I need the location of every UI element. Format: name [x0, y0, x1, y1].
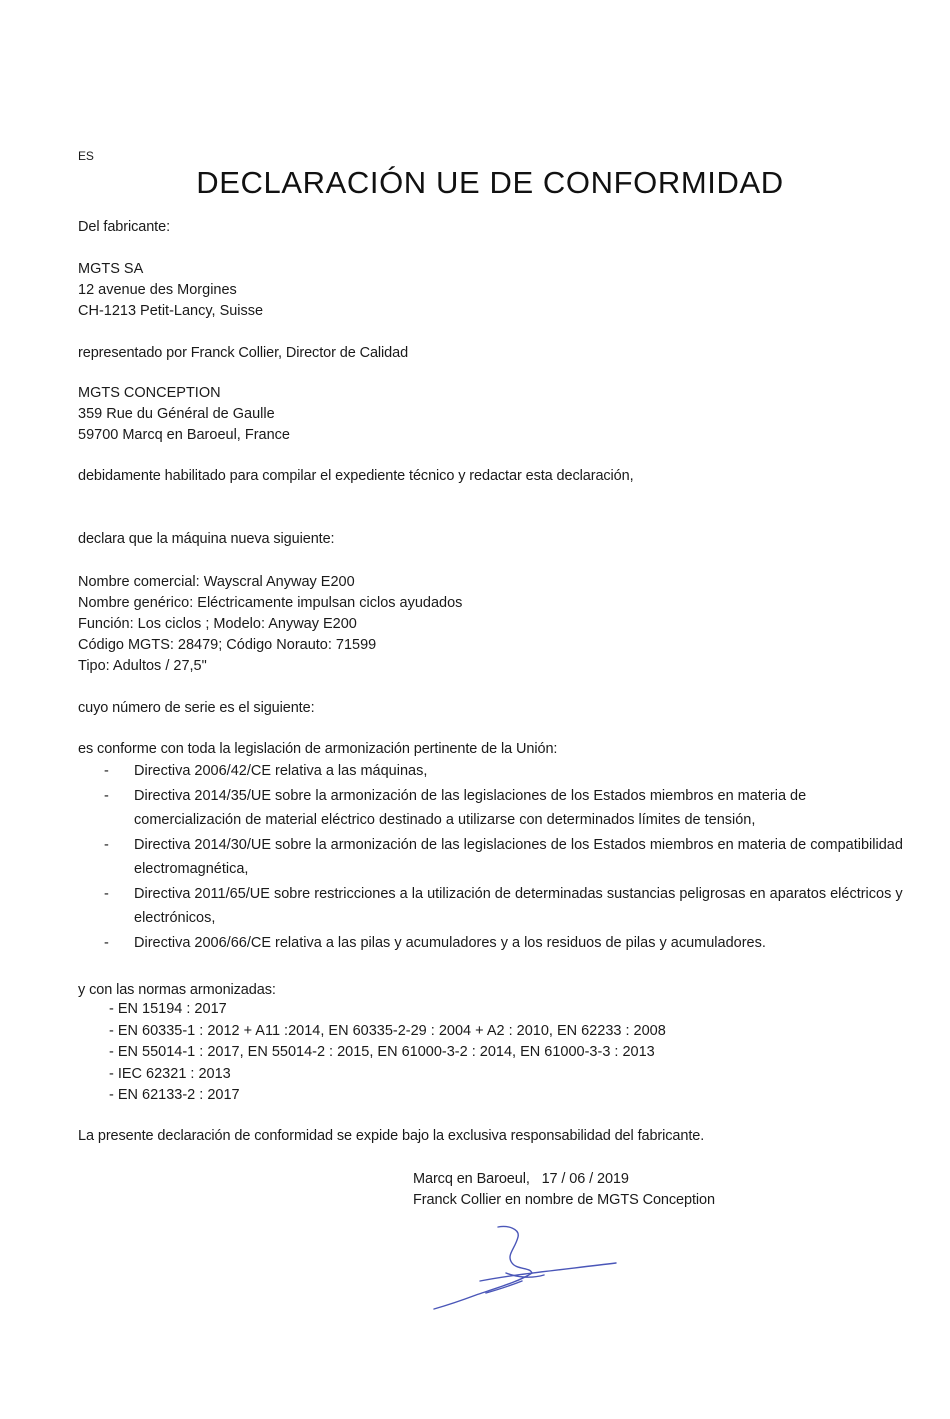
directive-item [104, 784, 904, 833]
list-dash: - [104, 934, 109, 951]
handwritten-signature [420, 1215, 630, 1315]
language-code: ES [78, 149, 94, 163]
norm-item: - EN 62133-2 : 2017 [109, 1087, 240, 1103]
signature-block [413, 1169, 715, 1211]
norm-item: - EN 55014-1 : 2017, EN 55014-2 : 2015, EN 61000-3-2 : 2014, EN 61000-3-3 : 2013 [109, 1044, 655, 1060]
norm-item: - EN 60335-1 : 2012 + A11 :2014, EN 60335-2-29 : 2004 + A2 : 2010, EN 62233 : 2008 [109, 1022, 666, 1039]
list-dash: - [104, 885, 109, 902]
machine-type: Tipo: Adultos / 27,5" [78, 658, 207, 674]
manufacturer-name: MGTS SA [78, 261, 144, 277]
directive-text: Directiva 2014/30/UE sobre la armonización de las legislaciones de los Estados miembros en materia de compatibilidad electromagnética, [134, 836, 903, 877]
directive-text: Directiva 2011/65/UE sobre restricciones a la utilización de determinadas sustancias peligrosas en aparatos eléctricos y electrónicos, [134, 885, 903, 926]
directive-item [104, 882, 904, 931]
list-dash: - [104, 836, 109, 853]
directives-list [104, 759, 904, 955]
signature-signer: Franck Collier en nombre de MGTS Conception [413, 1192, 715, 1208]
directive-item [104, 931, 904, 956]
conception-address-line1: 359 Rue du Général de Gaulle [78, 406, 275, 422]
manufacturer-address-line2: CH-1213 Petit-Lancy, Suisse [78, 303, 264, 319]
conforms-text: es conforme con toda la legislación de armonización pertinente de la Unión: [78, 741, 558, 757]
machine-codes: Código MGTS: 28479; Código Norauto: 71599 [78, 637, 377, 653]
represented-by: representado por Franck Collier, Director de Calidad [78, 345, 409, 361]
machine-generic-name: Nombre genérico: Eléctricamente impulsan ciclos ayudados [78, 595, 463, 611]
directive-text: Directiva 2014/35/UE sobre la armonización de las legislaciones de los Estados miembros en materia de comercialización de material eléctrico destinado a utilizarse con determinados límites de tensión, [134, 787, 807, 828]
norm-item: - IEC 62321 : 2013 [109, 1065, 231, 1082]
declares-text: declara que la máquina nueva siguiente: [78, 531, 335, 547]
directive-text: Directiva 2006/66/CE relativa a las pilas y acumuladores y a los residuos de pilas y acumuladores. [134, 934, 766, 951]
manufacturer-label: Del fabricante: [78, 219, 170, 235]
manufacturer-address [78, 259, 263, 322]
norms-label: y con las normas armonizadas: [78, 982, 276, 998]
directive-item [104, 833, 904, 882]
directive-text: Directiva 2006/42/CE relativa a las máquinas, [134, 763, 428, 779]
conception-address-line2: 59700 Marcq en Baroeul, France [78, 427, 290, 443]
page-title: DECLARACIÓN UE DE CONFORMIDAD [196, 165, 784, 200]
conception-name: MGTS CONCEPTION [78, 385, 221, 401]
machine-function-model: Función: Los ciclos ; Modelo: Anyway E200 [78, 616, 357, 632]
machine-details [78, 572, 462, 677]
conception-address [78, 383, 290, 446]
machine-commercial-name: Nombre comercial: Wayscral Anyway E200 [78, 574, 355, 590]
serial-text: cuyo número de serie es el siguiente: [78, 700, 315, 716]
manufacturer-address-line1: 12 avenue des Morgines [78, 282, 237, 298]
norms-list [109, 999, 666, 1107]
directive-item [104, 759, 904, 784]
signature-place-date: Marcq en Baroeul, 17 / 06 / 2019 [413, 1171, 629, 1187]
norm-item: - EN 15194 : 2017 [109, 1001, 227, 1017]
list-dash: - [104, 787, 109, 804]
list-dash: - [104, 763, 109, 779]
authorized-text: debidamente habilitado para compilar el expediente técnico y redactar esta declaración, [78, 468, 634, 484]
responsibility-text: La presente declaración de conformidad se expide bajo la exclusiva responsabilidad del fabricante. [78, 1128, 705, 1144]
